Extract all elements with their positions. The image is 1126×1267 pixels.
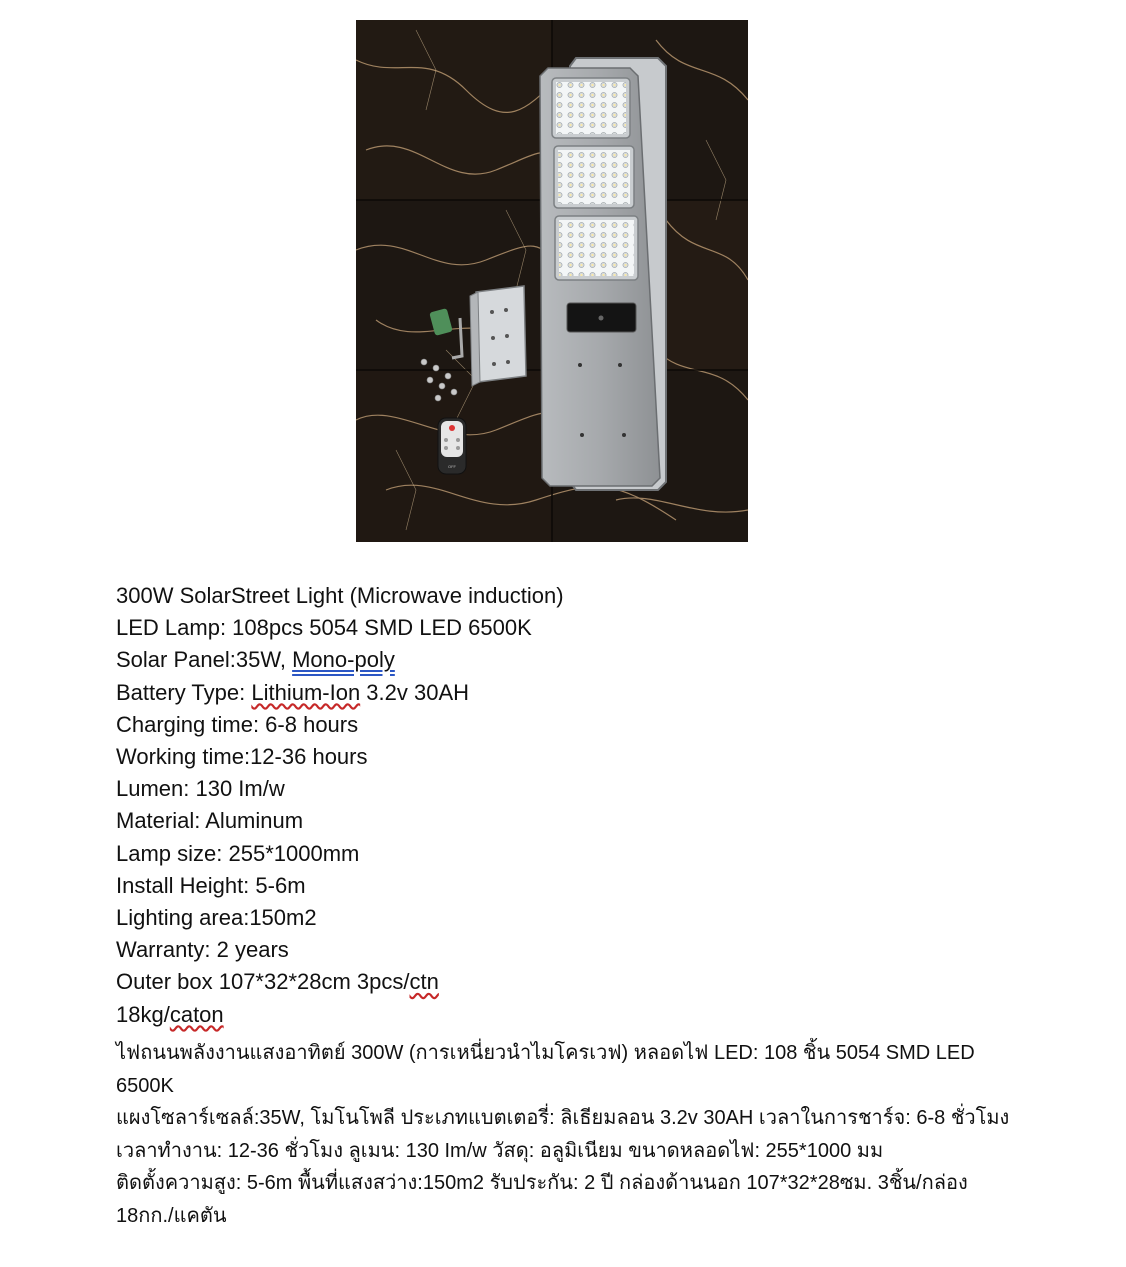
spec-battery-chem: Lithium-Ion <box>251 679 361 705</box>
spec-lumen: Lumen: 130 Im/w <box>116 776 285 802</box>
spec-battery <box>116 677 1016 709</box>
spec-outer-box <box>116 966 1016 998</box>
led-module <box>552 78 630 138</box>
spec-lighting-area: Lighting area:150m2 <box>116 905 317 931</box>
remote-control <box>438 418 466 474</box>
spec-lamp-size: Lamp size: 255*1000mm <box>116 840 360 866</box>
led-module <box>555 216 638 280</box>
thai-line: 18กก./แคตัน <box>116 1204 227 1227</box>
spec-list <box>116 580 1016 1031</box>
spec-outer-box-unit: ctn <box>409 969 439 995</box>
spec-weight <box>116 999 1016 1031</box>
spec-working-time: Working time:12-36 hours <box>116 744 368 770</box>
spec-warranty: Warranty: 2 years <box>116 937 289 963</box>
spec-title: 300W SolarStreet Light (Microwave induction) <box>116 583 564 608</box>
spec-install-height: Install Height: 5-6m <box>116 872 306 898</box>
spec-material: Material: Aluminum <box>116 808 304 834</box>
led-module <box>554 146 634 208</box>
thai-line: แผงโซลาร์เซลล์:35W, โมโนโพลี ประเภทแบตเตอรี่: ลิเธียมลอน 3.2v 30AH เวลาในการชาร์จ: 6-8 ชั่วโมง <box>116 1107 1010 1129</box>
street-light <box>540 58 682 490</box>
spec-battery-label: Battery Type: <box>116 679 252 705</box>
spec-battery-rating: 3.2v 30AH <box>360 679 470 705</box>
thai-line: 6500K <box>116 1074 174 1097</box>
spec-charging-time: Charging time: 6-8 hours <box>116 711 359 737</box>
thai-line: ติดตั้งความสูง: 5-6m พื้นที่แสงสว่าง:150m2 รับประกัน: 2 ปี กล่องด้านนอก 107*32*28ซม. 3ชิ้น/กล่อง <box>116 1172 968 1194</box>
spec-led-lamp: LED Lamp: 108pcs 5054 SMD LED 6500K <box>116 615 532 641</box>
thai-line: เวลาทำงาน: 12-36 ชั่วโมง ลูเมน: 130 Im/w วัสดุ: อลูมิเนียม ขนาดหลอดไฟ: 255*1000 มม <box>116 1139 884 1162</box>
sensor-window <box>567 303 636 332</box>
remote-label: OFF <box>448 464 456 469</box>
product-photo <box>356 20 748 542</box>
spec-solar-panel-type: Mono-poly <box>292 647 395 673</box>
spec-solar-panel-label: Solar Panel:35W, <box>116 647 293 673</box>
thai-line: ไฟถนนพลังงานแสงอาทิตย์ 300W (การเหนี่ยวนำไมโครเวฟ) หลอดไฟ LED: 108 ชิ้น 5054 SMD LED <box>116 1042 975 1064</box>
mounting-bracket <box>470 286 526 386</box>
spec-weight-unit: caton <box>169 1001 224 1027</box>
spec-solar-panel <box>116 644 1016 676</box>
thai-description <box>116 1037 1010 1232</box>
spec-weight-value: 18kg/ <box>116 1001 170 1027</box>
spec-outer-box-label: Outer box 107*32*28cm 3pcs/ <box>116 969 410 995</box>
